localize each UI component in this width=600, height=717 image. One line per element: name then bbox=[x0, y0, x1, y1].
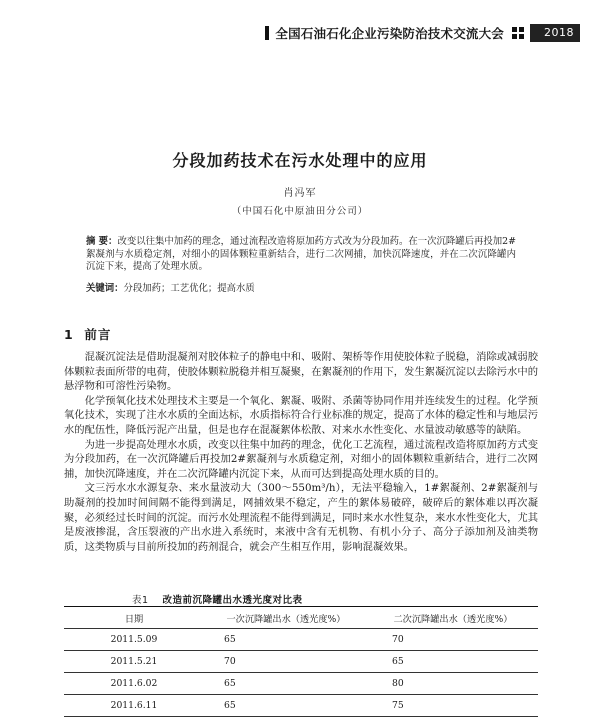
table-header-date: 日期 bbox=[64, 607, 204, 629]
paragraph: 为进一步提高处理水水质，改变以往集中加药的理念，优化工艺流程，通过流程改造将原加药方式变为分段加药，在一次沉降罐后再投加2#絮凝剂与水质稳定剂，对细小的固体颗粒重新结合，进行二次网捕，加快沉降速度，并在二次沉降罐内沉淀下来，从而可达到提高处理水质的目的。 bbox=[64, 438, 538, 480]
body-text bbox=[64, 350, 538, 554]
table-row bbox=[64, 629, 538, 651]
keywords bbox=[86, 283, 516, 295]
table-cell-primary: 65 bbox=[204, 673, 368, 695]
section-heading bbox=[64, 325, 111, 343]
abstract-label: 摘 要： bbox=[86, 236, 118, 247]
paper-title: 分段加药技术在污水处理中的应用 bbox=[172, 151, 428, 170]
affiliation: （中国石化中原油田分公司） bbox=[231, 206, 369, 217]
abstract bbox=[86, 236, 516, 274]
abstract-text: 改变以往集中加药的理念，通过流程改造将原加药方式改为分段加药。在一次沉降罐后再投加2#絮凝剂与水质稳定剂，对细小的固体颗粒重新结合，进行二次网捕，加快沉降速度，并在二次沉降罐内沉淀下来，提高了处理水质。 bbox=[86, 236, 517, 272]
table-cell-date: 2011.5.21 bbox=[64, 651, 204, 673]
table-cell-secondary: 80 bbox=[368, 673, 538, 695]
running-header bbox=[264, 22, 580, 44]
data-table bbox=[64, 606, 538, 717]
paragraph: 文三污水水水源复杂、来水量波动大（300～550m³/h），无法平稳输入，1#絮凝剂、2#絮凝剂与助凝剂的投加时间间隔不能得到满足，网捕效果不稳定，产生的絮体易破碎，破碎后的絮体难以再次凝聚，必须经过长时间的沉淀。而污水处理流程不能得到满足，同时来水水性复杂，来水水性变化大，尤其是废液掺混，含压裂液的产出水进入系统时，来液中含有无机物、有机小分子、高分子添加剂及油类物质，这类物质与目前所投加的药剂混合，就会产生相互作用，影响混凝效果。 bbox=[64, 482, 538, 553]
table-cell-date: 2011.6.11 bbox=[64, 695, 204, 717]
table-cell-primary: 70 bbox=[204, 651, 368, 673]
conference-year: 2018 bbox=[530, 24, 580, 42]
table-header-secondary: 二次沉降罐出水（透光度%） bbox=[368, 607, 538, 629]
keywords-text: 分段加药；工艺优化；提高水质 bbox=[123, 283, 255, 294]
table-caption bbox=[132, 592, 303, 606]
table-caption-text: 改造前沉降罐出水透光度对比表 bbox=[162, 595, 303, 606]
table-cell-primary: 65 bbox=[204, 695, 368, 717]
author: 肖冯军 bbox=[283, 188, 317, 199]
table-row bbox=[64, 695, 538, 717]
table-cell-secondary: 65 bbox=[368, 651, 538, 673]
table-cell-date: 2011.6.02 bbox=[64, 673, 204, 695]
header-bar-mark bbox=[265, 26, 269, 40]
table-cell-primary: 65 bbox=[204, 629, 368, 651]
table-cell-secondary: 70 bbox=[368, 629, 538, 651]
keywords-label: 关键词： bbox=[86, 283, 124, 294]
table-number: 表1 bbox=[132, 595, 149, 606]
table-row bbox=[64, 651, 538, 673]
header-squares-icon bbox=[512, 27, 524, 39]
table-cell-secondary: 75 bbox=[368, 695, 538, 717]
table-cell-date: 2011.5.09 bbox=[64, 629, 204, 651]
section-title: 前言 bbox=[84, 327, 112, 342]
table-header-primary: 一次沉降罐出水（透光度%） bbox=[204, 607, 368, 629]
table-header-row bbox=[64, 607, 538, 629]
paragraph: 化学预氧化技术处理技术主要是一个氧化、絮凝、吸附、杀菌等协同作用并连续发生的过程。化学预氧化技术，实现了注水水质的全面达标，水质指标符合行业标准的规定，提高了水体的稳定性和与地层污水的配伍性，降低污泥产出量，但是也存在混凝絮体松散、对来水水性变化、水量波动敏感等的缺陷。 bbox=[64, 394, 538, 436]
paragraph: 混凝沉淀法是借助混凝剂对胶体粒子的静电中和、吸附、架桥等作用使胶体粒子脱稳，消除或减弱胶体颗粒表面所带的电荷，使胶体颗粒脱稳并相互凝聚，在絮凝剂的作用下，发生絮凝沉淀以去除污水中的悬浮物和可溶性污染物。 bbox=[64, 351, 538, 393]
conference-name: 全国石油石化企业污染防治技术交流大会 bbox=[275, 26, 504, 41]
table-row bbox=[64, 673, 538, 695]
section-number: 1 bbox=[64, 327, 74, 342]
